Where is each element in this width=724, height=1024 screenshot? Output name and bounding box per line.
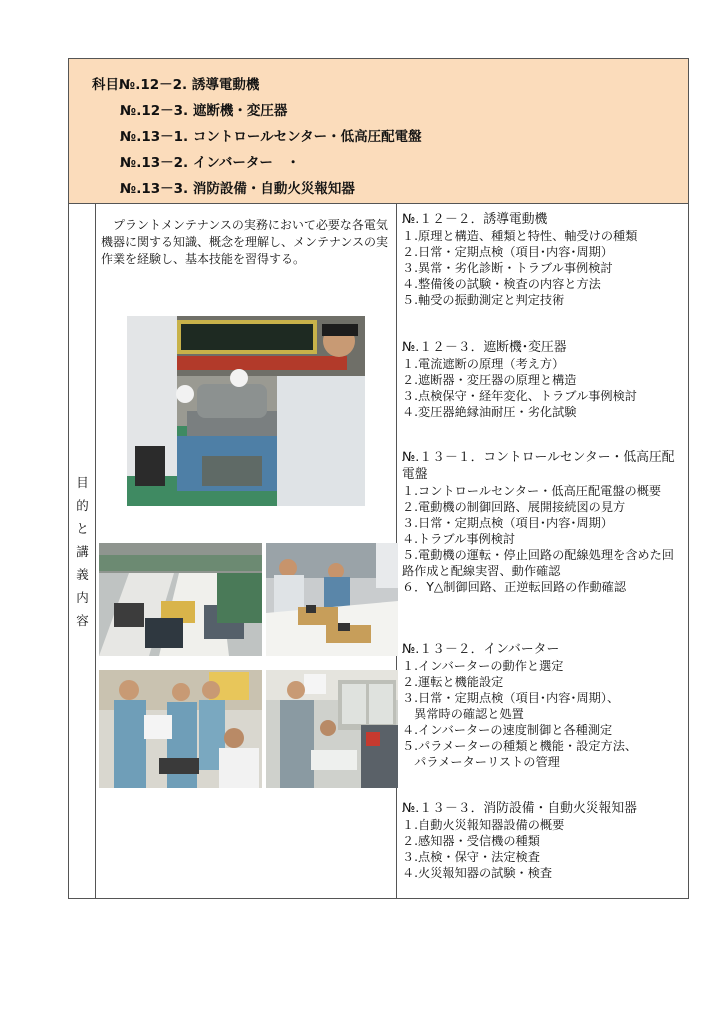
- control-panel-photo: [266, 670, 398, 788]
- side-label-char: と: [76, 521, 89, 536]
- side-label-char: 内: [76, 590, 89, 605]
- side-label-char: 目: [76, 475, 89, 490]
- section-item: ２.遮断器・変圧器の原理と構造: [402, 373, 577, 387]
- section-item: ３.異常・劣化診断・トラブル事例検討: [402, 261, 613, 275]
- side-label-char: 容: [76, 613, 89, 628]
- section-item: ５.電動機の運転・停止回路の配線処理を含めた回路作成と配線実習、動作確認: [402, 548, 674, 578]
- section-item: ３.点検保守・経年変化、トラブル事例検討: [402, 389, 637, 403]
- section-induction-motor: [402, 211, 686, 308]
- section-item: ５.パラメーターの種類と機能・設定方法、 パラメーターリストの管理: [402, 739, 638, 769]
- group-inspection-photo: [99, 670, 262, 788]
- purpose-text: プラントメンテナンスの実務において必要な各電気機器に関する知識、概念を理解し、メンテナンスの実作業を経験し、基本技能を習得する。: [101, 218, 389, 266]
- section-item: ４.トラブル事例検討: [402, 532, 516, 546]
- section-item: ３.日常・定期点検（項目･内容･周期）、 異常時の確認と処置: [402, 691, 620, 721]
- subject-line-2: №.12－3. 遮断機・変圧器: [120, 103, 288, 119]
- motor-maintenance-photo: [127, 316, 365, 506]
- subject-line-3: №.13－1. コントロールセンター・低高圧配電盤: [120, 129, 422, 145]
- side-label-char: 講: [76, 544, 89, 559]
- section-item: ５.軸受の振動測定と判定技術: [402, 293, 565, 307]
- section-breaker-transformer: [402, 339, 686, 420]
- subject-header: [69, 59, 688, 204]
- section-fire-alarm: [402, 800, 686, 881]
- section-title: №.１２－２．誘導電動機: [402, 212, 548, 227]
- subject-line-4: №.13－2. インバーター ・: [120, 155, 300, 171]
- section-item: ３.点検・保守・法定検査: [402, 850, 540, 864]
- section-item: ２.日常・定期点検（項目･内容･周期）: [402, 245, 614, 259]
- subject-line-5: №.13－3. 消防設備・自動火災報知器: [120, 181, 355, 197]
- section-item: ４.変圧器絶縁油耐圧・劣化試験: [402, 405, 577, 419]
- section-item: １.原理と構造、種類と特性、軸受けの種類: [402, 229, 638, 243]
- section-title: №.１３－２．インバーター: [402, 642, 560, 657]
- section-item: ６．Y△制御回路、正逆転回路の作動確認: [402, 580, 627, 594]
- subject-line-1: 科目№.12－2. 誘導電動機: [92, 77, 260, 93]
- section-item: １.コントロールセンター・低高圧配電盤の概要: [402, 484, 662, 498]
- side-label-column: [69, 204, 96, 898]
- course-sheet: [68, 58, 689, 899]
- section-item: １.自動火災報知器設備の概要: [402, 818, 565, 832]
- section-inverter: [402, 641, 686, 770]
- wiring-practice-photo: [266, 543, 398, 656]
- section-item: ４.インバーターの速度制御と各種測定: [402, 723, 613, 737]
- section-title: №.１３－３．消防設備・自動火災報知器: [402, 801, 637, 816]
- section-item: ２.電動機の制御回路、展開接続図の見方: [402, 500, 626, 514]
- section-item: ４.火災報知器の試験・検査: [402, 866, 553, 880]
- classroom-photo: [99, 543, 262, 656]
- section-control-center: [402, 449, 686, 595]
- section-item: ２.運転と機能設定: [402, 675, 504, 689]
- section-item: ３.日常・定期点検（項目･内容･周期）: [402, 516, 614, 530]
- section-title: №.１３－１．コントロールセンター・低高圧配電盤: [402, 450, 675, 482]
- side-label-char: 義: [76, 567, 89, 582]
- section-item: １.インバーターの動作と選定: [402, 659, 564, 673]
- section-item: ２.感知器・受信機の種類: [402, 834, 540, 848]
- section-item: ４.整備後の試験・検査の内容と方法: [402, 277, 601, 291]
- section-title: №.１２－３．遮断機･変圧器: [402, 340, 567, 355]
- section-item: １.電流遮断の原理（考え方）: [402, 357, 565, 371]
- side-label-char: 的: [76, 498, 89, 513]
